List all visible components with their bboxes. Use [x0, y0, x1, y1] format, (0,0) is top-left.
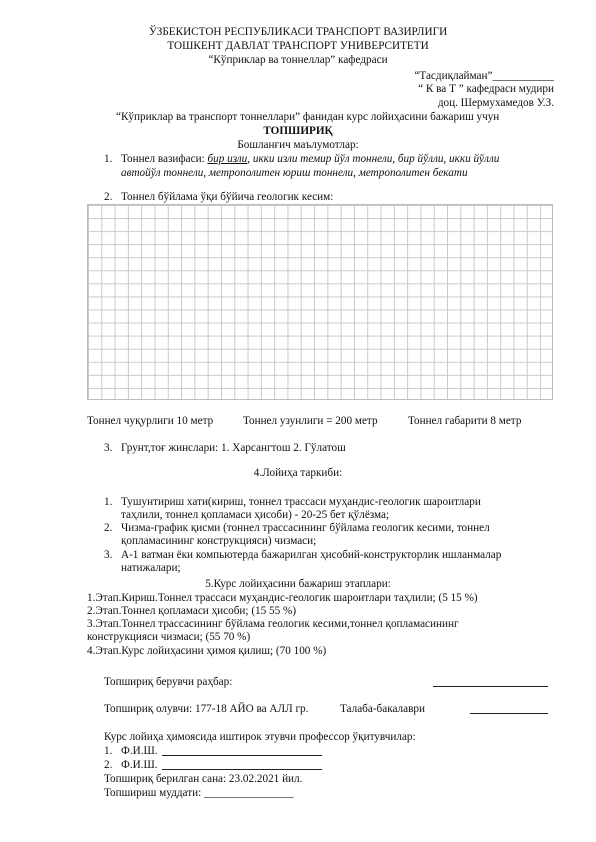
receiver-signature-line[interactable] — [470, 703, 548, 714]
tunnel-length: Тоннел узунлиги = 200 метр — [243, 415, 378, 427]
university-title: ТОШКЕНТ ДАВЛАТ ТРАНСПОРТ УНИВЕРСИТЕТИ — [167, 40, 429, 52]
fio-signature-line[interactable] — [162, 759, 322, 770]
section4-item-number: 1. — [104, 496, 113, 508]
fio-label: Ф.И.Ш. — [121, 759, 158, 771]
initial-data-heading: Бошланғич маълумотлар: — [237, 139, 359, 151]
issuer-signature-line[interactable] — [433, 676, 548, 687]
page-title: ТОПШИРИҚ — [263, 125, 333, 137]
issue-date: Топшириқ берилган сана: 23.02.2021 йил. — [104, 773, 303, 785]
tunnel-depth: Тоннел чуқурлиги 10 метр — [87, 415, 214, 427]
defense-label: Курс лойиҳа ҳимоясида иштирок этувчи профессор ўқитувчилар: — [104, 731, 416, 743]
stage-line: 3.Этап.Тоннел трассасининг бўйлама геологик кесими,тоннел қопламасининг — [87, 618, 459, 630]
item2-number: 2. — [104, 191, 113, 203]
stage-line: 2.Этап.Тоннел қопламаси ҳисоби; (15 55 %) — [87, 605, 297, 617]
section5-title: 5.Курс лойиҳасини бажариш этаплари: — [205, 578, 391, 590]
item1-options: , икки изли темир йўл тоннели, бир йўлли, икки йўлли — [247, 153, 500, 165]
item1-selected-option: бир изли — [207, 153, 248, 165]
ministry-title: ЎЗБЕКИСТОН РЕСПУБЛИКАСИ ТРАНСПОРТ ВАЗИРЛИГИ — [148, 26, 448, 38]
issuer-label: Топшириқ берувчи раҳбар: — [104, 676, 233, 688]
stage-line: 1.Этап.Кириш.Тоннел трассаси муҳандис-геологик шароитлари таҳлили; (5 15 %) — [87, 592, 478, 604]
section4-item-number: 2. — [104, 522, 113, 534]
fio-label: Ф.И.Ш. — [121, 745, 158, 757]
section4-item-line: таҳлили, тоннел қопламаси ҳисоби) - 20-25 бет қўлёзма; — [121, 509, 390, 521]
item1-options-line2: автойўл тоннели, метрополитен юриш тоннели, метрополитен бекати — [121, 167, 468, 179]
section4-item-number: 3. — [104, 549, 113, 561]
stage-line: конструкцияси чизмаси; (55 70 %) — [87, 631, 251, 643]
deadline: Топшириш муддати: ________________ — [104, 787, 294, 799]
geologic-section-grid — [87, 204, 553, 400]
stage-line: 4.Этап.Курс лойиҳасини ҳимоя қилиш; (70 100 %) — [87, 645, 327, 657]
item3-number: 3. — [104, 442, 113, 454]
head-of-department: “ К ва Т ” кафедраси мудири — [418, 83, 554, 95]
item2-text: Тоннел бўйлама ўқи бўйича геологик кесим: — [121, 191, 334, 203]
item3-text: Грунт,тоғ жинслари: 1. Харсангтош 2. Гўлатош — [121, 442, 346, 454]
fio-number: 2. — [104, 759, 113, 771]
fio-signature-line[interactable] — [162, 745, 322, 756]
section4-item-line: натижалари; — [121, 562, 181, 574]
approval-line: “Тасдиқлайман”___________ — [414, 70, 554, 82]
section4-item-line: А-1 ватман ёки компьютерда бажарилган ҳисобий-конструкторлик ишланмалар — [121, 549, 502, 561]
fio-number: 1. — [104, 745, 113, 757]
item1-number: 1. — [104, 153, 113, 165]
section4-title: 4.Лойиҳа таркиби: — [253, 467, 343, 479]
receiver-label: Топшириқ олувчи: 177-18 АЙО ва АЛЛ гр. — [104, 703, 309, 715]
department-title: “Кўприклар ва тоннеллар” кафедраси — [208, 54, 388, 66]
tunnel-gabarit: Тоннел габарити 8 метр — [408, 415, 522, 427]
student-label: Талаба-бакалаври — [340, 703, 425, 715]
section4-item-line: Чизма-график қисми (тоннел трассасининг бўйлама геологик кесими, тоннел — [121, 522, 490, 534]
section4-item-line: Тушунтириш хати(кириш, тоннел трассаси муҳандис-геологик шароитлари — [121, 496, 481, 508]
section4-item-line: қопламасининг конструкцияси) чизмаси; — [121, 535, 317, 547]
course-line: “Кўприклар ва транспорт тоннеллари” фанидан курс лойиҳасини бажариш учун — [116, 111, 500, 123]
item1-label: Тоннел вазифаси: — [121, 153, 205, 165]
item1-text — [121, 153, 499, 166]
head-name: доц. Шермухамедов У.З. — [437, 97, 554, 109]
